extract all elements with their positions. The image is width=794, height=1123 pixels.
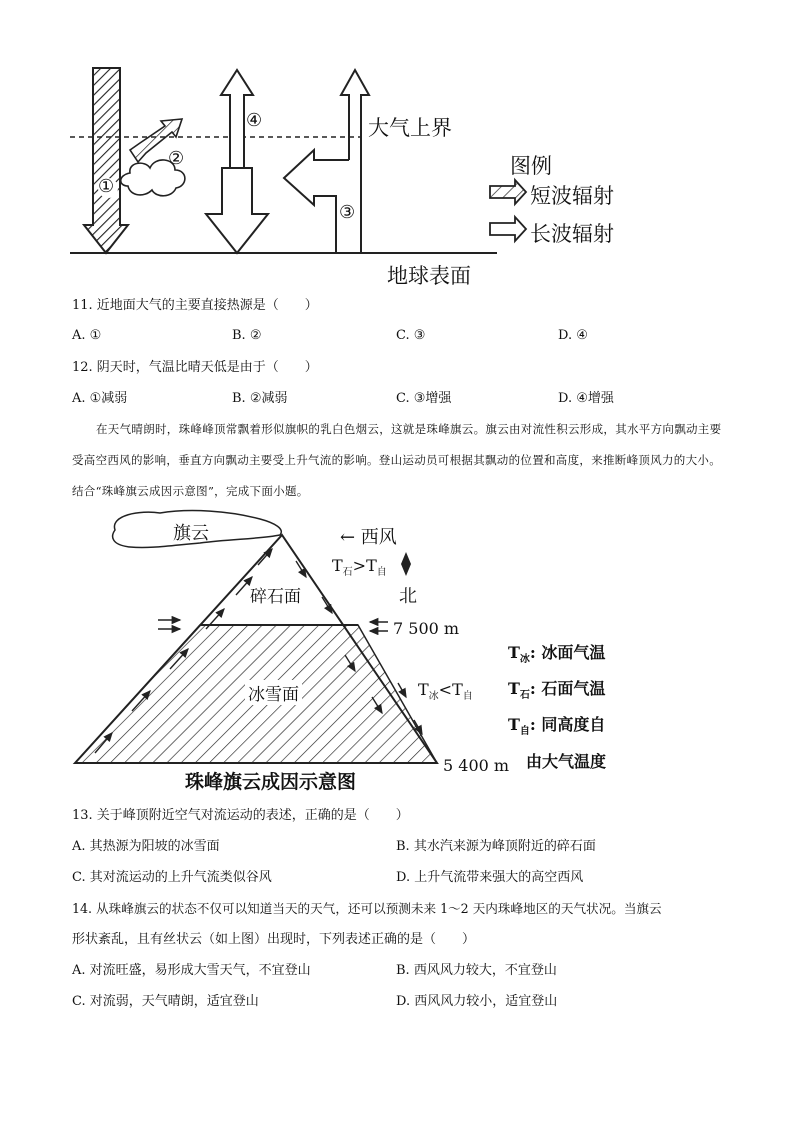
t-rock-vs-free: [332, 556, 387, 578]
t-op: <T: [438, 680, 463, 699]
north-indicator: [401, 552, 411, 576]
question-14-stem-line1: 14. 从珠峰旗云的状态不仅可以知道当天的天气，还可以预测未来 1～2 天内珠峰地区的天气状况。当旗云: [72, 901, 662, 916]
flag-cloud-diagram: [0, 505, 794, 805]
rock-face-label: 碎石面: [250, 587, 301, 607]
reading-passage: [72, 414, 726, 507]
upper-boundary-label: 大气上界: [368, 116, 452, 140]
question-11-stem: 11. 近地面大气的主要直接热源是（ ）: [72, 298, 318, 313]
q11-option-d: D. ④: [558, 328, 588, 343]
t-sym: T: [332, 556, 343, 575]
q11-option-c: C. ③: [396, 328, 426, 343]
q11-option-b: B. ②: [232, 328, 262, 343]
short-wave-arrow-1: [84, 68, 128, 253]
q11-option-a: A. ①: [72, 328, 102, 343]
question-12-stem: 12. 阴天时，气温比晴天低是由于（ ）: [72, 360, 318, 375]
fig2-caption: 珠峰旗云成因示意图: [185, 771, 357, 793]
label-1: ①: [98, 176, 115, 197]
q12-option-b: B. ②减弱: [232, 391, 288, 406]
radiation-diagram: [0, 0, 794, 295]
t-sym: T: [418, 680, 429, 699]
q12-option-d: D. ④增强: [558, 391, 614, 406]
q13-option-c: C. 其对流运动的上升气流类似谷风: [72, 870, 272, 885]
legend-row-cont: 由大气温度: [526, 751, 607, 771]
t-op: >T: [352, 556, 377, 575]
ice-face-label: 冰雪面: [245, 680, 302, 705]
t-sub2: 自: [376, 567, 387, 579]
q12-option-a: A. ①减弱: [72, 391, 128, 406]
long-wave-down-arrow: [206, 168, 268, 253]
t-sub2: 自: [462, 691, 473, 703]
t-sub: 冰: [428, 691, 439, 703]
surface-label: 地球表面: [387, 264, 471, 288]
label-3: ③: [339, 202, 356, 223]
flag-cloud-label: 旗云: [173, 523, 209, 544]
passage-text: 在天气晴朗时，珠峰峰顶常飘着形似旗帜的乳白色烟云，这就是珠峰旗云。旗云由对流性积云形成，其水平方向飘动主要受高空西风的影响，垂直方向飘动主要受上升气流的影响。登山运动员可根据其飘动的位置和高度，来推断峰顶风力的大小。结合“珠峰旗云成因示意图”，完成下面小题。: [72, 422, 722, 498]
q14-option-c: C. 对流弱，天气晴朗，适宜登山: [72, 994, 259, 1009]
t-ice-vs-free: [418, 680, 473, 702]
t-sub: 石: [342, 567, 353, 579]
q12-option-c: C. ③增强: [396, 391, 452, 406]
question-14-stem-line2: 形状紊乱，且有丝状云（如上图）出现时，下列表述正确的是（ ）: [72, 932, 476, 947]
legend-long-label: 长波辐射: [530, 222, 614, 246]
downslope-arrow: [398, 683, 406, 697]
q14-option-b: B. 西风风力较大，不宜登山: [396, 963, 557, 978]
altitude-high: 7 500 m: [393, 619, 460, 638]
label-4: ④: [246, 110, 263, 131]
legend-row-rock: $T_石$: 石面气温: [508, 679, 606, 702]
legend-row-free: $T_自$: 同高度自: [508, 715, 606, 738]
q13-option-a: A. 其热源为阳坡的冰雪面: [72, 839, 220, 854]
label-2: ②: [168, 148, 185, 169]
altitude-low: 5 400 m: [443, 756, 510, 775]
q14-option-d: D. 西风风力较小，适宜登山: [396, 994, 558, 1009]
question-13-stem: 13. 关于峰顶附近空气对流运动的表述，正确的是（ ）: [72, 808, 409, 823]
north-label: 北: [399, 586, 417, 607]
west-wind-label: ← 西风: [340, 527, 397, 548]
fig2-legend: [508, 638, 606, 776]
q13-option-b: B. 其水汽来源为峰顶附近的碎石面: [396, 839, 596, 854]
q14-option-a: A. 对流旺盛，易形成大雪天气，不宜登山: [72, 963, 311, 978]
legend-short-wave-icon: [490, 180, 526, 204]
legend-title: 图例: [510, 154, 552, 178]
q13-option-d: D. 上升气流带来强大的高空西风: [396, 870, 584, 885]
legend-row-ice: $T_冰$: 冰面气温: [508, 643, 606, 666]
legend-long-wave-icon: [490, 217, 526, 241]
legend-short-label: 短波辐射: [530, 184, 614, 208]
